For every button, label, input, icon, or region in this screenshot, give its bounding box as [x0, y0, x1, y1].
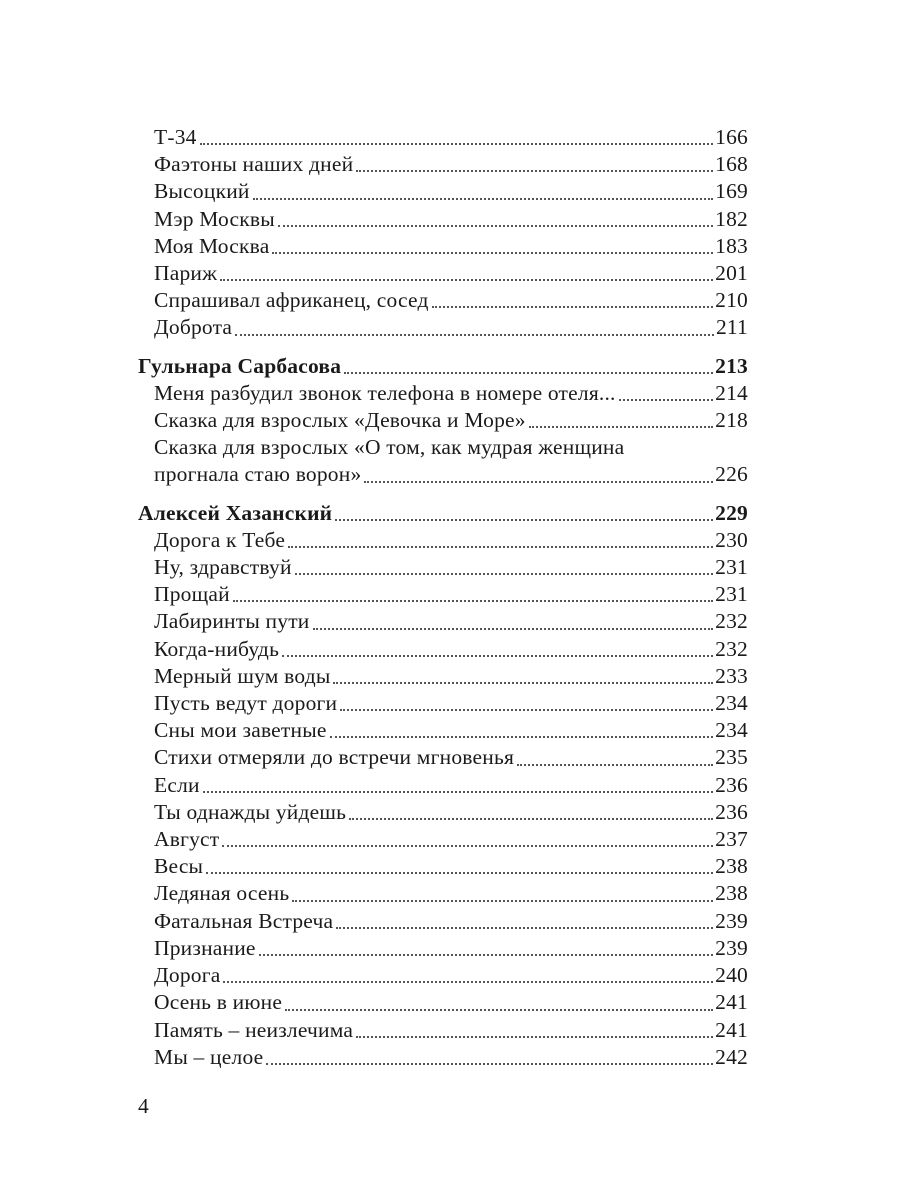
dot-leader — [206, 872, 713, 874]
toc-entry-title: Признание — [154, 935, 256, 960]
toc-entry-title: Ну, здравствуй — [154, 555, 292, 580]
toc-entry-page: 236 — [715, 799, 748, 824]
toc-entry-page: 226 — [715, 462, 748, 487]
dot-leader — [288, 546, 713, 548]
toc-entry — [138, 663, 748, 690]
toc-entry — [138, 826, 748, 853]
toc-entry-title: Мэр Москвы — [154, 206, 275, 231]
dot-leader — [619, 399, 714, 401]
dot-leader — [356, 170, 713, 172]
dot-leader — [272, 252, 713, 254]
toc-entry-page: 241 — [715, 990, 748, 1015]
table-of-contents — [138, 124, 748, 1082]
toc-entry — [138, 799, 748, 826]
toc-entry-title: Прощай — [154, 582, 230, 607]
toc-entry-page: 211 — [715, 315, 748, 340]
toc-entry — [138, 554, 748, 581]
toc-entry-page: 183 — [715, 233, 748, 258]
page-number: 4 — [138, 1094, 149, 1118]
toc-entry — [138, 989, 748, 1016]
toc-entry-title-line1: Сказка для взрослых «О том, как мудрая женщина — [154, 435, 625, 460]
dot-leader — [282, 655, 713, 657]
toc-entry — [138, 608, 748, 635]
toc-entry — [138, 772, 748, 799]
dot-leader — [356, 1036, 713, 1038]
dot-leader — [223, 981, 713, 983]
toc-entry-page: 237 — [715, 827, 748, 852]
toc-entry-page: 168 — [715, 152, 748, 177]
toc-entry-page: 238 — [715, 881, 748, 906]
dot-leader — [340, 709, 713, 711]
toc-entry — [138, 314, 748, 341]
toc-entry-title: Мерный шум воды — [154, 663, 331, 688]
toc-entry-page: 239 — [715, 935, 748, 960]
toc-entry-title: Пусть ведут дороги — [154, 691, 338, 716]
dot-leader — [517, 764, 713, 766]
dot-leader — [222, 845, 713, 847]
dot-leader — [349, 818, 713, 820]
dot-leader — [344, 372, 713, 374]
toc-entry-page: 240 — [715, 963, 748, 988]
toc-entry-page: 230 — [715, 527, 748, 552]
toc-entry-title: Спрашивал африканец, сосед — [154, 288, 429, 313]
dot-leader — [220, 279, 713, 281]
toc-entry — [138, 380, 748, 407]
dot-leader — [266, 1063, 713, 1065]
toc-author-heading — [138, 353, 748, 380]
dot-leader — [278, 225, 713, 227]
toc-entry-page: 201 — [715, 261, 748, 286]
toc-entry — [138, 124, 748, 151]
toc-entry — [138, 407, 748, 434]
toc-entry-page: 236 — [715, 772, 748, 797]
toc-entry — [138, 151, 748, 178]
toc-entry-page: 234 — [715, 718, 748, 743]
toc-entry-title-line2: прогнала стаю ворон» — [154, 462, 362, 487]
toc-entry-page: 235 — [715, 745, 748, 770]
toc-entry-page: 210 — [715, 288, 748, 313]
dot-leader — [336, 927, 713, 929]
toc-entry — [138, 287, 748, 314]
toc-group — [138, 353, 748, 489]
toc-entry-title: Когда-нибудь — [154, 636, 280, 661]
toc-entry-title: Память – неизлечима — [154, 1017, 354, 1042]
toc-entry-title: Меня разбудил звонок телефона в номере отеля... — [154, 380, 616, 405]
toc-entry-title: Мы – целое — [154, 1044, 264, 1069]
toc-entry-multiline — [138, 434, 748, 488]
toc-entry-title: Высоцкий — [154, 179, 250, 204]
dot-leader — [233, 600, 713, 602]
toc-entry-page: 239 — [715, 908, 748, 933]
toc-entry — [138, 1017, 748, 1044]
toc-entry-page: 182 — [715, 206, 748, 231]
dot-leader — [333, 682, 713, 684]
dot-leader — [253, 198, 713, 200]
dot-leader — [295, 573, 713, 575]
toc-entry-title: Лабиринты пути — [154, 609, 310, 634]
author-name: Гульнара Сарбасова — [138, 353, 342, 378]
toc-entry — [138, 880, 748, 907]
toc-entry-title: Доброта — [154, 315, 233, 340]
toc-entry-title: Дорога — [154, 963, 221, 988]
toc-entry-title: Фаэтоны наших дней — [154, 152, 354, 177]
author-page: 229 — [715, 500, 748, 525]
toc-entry-title: Стихи отмеряли до встречи мгновенья — [154, 745, 515, 770]
dot-leader — [292, 900, 713, 902]
toc-entry-title: Т-34 — [154, 125, 197, 149]
toc-entry — [138, 744, 748, 771]
toc-entry — [138, 527, 748, 554]
toc-entry-page: 234 — [715, 691, 748, 716]
toc-entry-page: 238 — [715, 854, 748, 879]
toc-entry — [138, 178, 748, 205]
dot-leader — [364, 481, 713, 483]
toc-entry-title: Сны мои заветные — [154, 718, 327, 743]
toc-entry-title: Осень в июне — [154, 990, 283, 1015]
toc-entry — [138, 908, 748, 935]
toc-entry-page: 241 — [715, 1017, 748, 1042]
toc-entry-page: 242 — [715, 1044, 748, 1069]
dot-leader — [313, 628, 714, 630]
dot-leader — [285, 1009, 713, 1011]
toc-entry-title: Фатальная Встреча — [154, 908, 334, 933]
toc-entry-title: Август — [154, 827, 220, 852]
toc-entry-last-line — [154, 461, 748, 488]
toc-entry-title: Моя Москва — [154, 233, 270, 258]
toc-entry — [138, 233, 748, 260]
toc-entry-title: Весы — [154, 854, 204, 879]
toc-entry — [138, 690, 748, 717]
toc-entry-title: Ледяная осень — [154, 881, 290, 906]
toc-author-heading — [138, 500, 748, 527]
toc-entry — [138, 206, 748, 233]
dot-leader — [432, 306, 714, 308]
toc-entry-page: 233 — [715, 663, 748, 688]
dot-leader — [330, 736, 714, 738]
toc-entry-page: 231 — [715, 555, 748, 580]
toc-entry-page: 231 — [715, 582, 748, 607]
toc-entry-page: 214 — [715, 380, 748, 405]
toc-entry-page: 169 — [715, 179, 748, 204]
toc-entry-title: Сказка для взрослых «Девочка и Море» — [154, 408, 526, 433]
toc-entry-title: Ты однажды уйдешь — [154, 799, 347, 824]
dot-leader — [259, 954, 713, 956]
toc-group — [138, 500, 748, 1071]
author-page: 213 — [715, 353, 748, 378]
dot-leader — [529, 426, 713, 428]
toc-entry — [138, 962, 748, 989]
dot-leader — [200, 143, 714, 145]
toc-entry — [138, 1044, 748, 1071]
toc-entry — [138, 717, 748, 744]
toc-entry-page: 232 — [715, 609, 748, 634]
toc-entry — [138, 581, 748, 608]
toc-entry — [138, 636, 748, 663]
toc-entry — [138, 260, 748, 287]
toc-entry-page: 166 — [715, 125, 748, 149]
toc-entry-page: 218 — [715, 408, 748, 433]
toc-entry — [138, 935, 748, 962]
toc-group — [138, 124, 748, 342]
dot-leader — [203, 791, 713, 793]
dot-leader — [335, 519, 713, 521]
toc-entry — [138, 853, 748, 880]
dot-leader — [235, 334, 714, 336]
toc-entry-page: 232 — [715, 636, 748, 661]
toc-entry-title: Если — [154, 772, 200, 797]
author-name: Алексей Хазанский — [138, 500, 333, 525]
toc-entry-title: Дорога к Тебе — [154, 527, 286, 552]
toc-entry-title: Париж — [154, 261, 218, 286]
